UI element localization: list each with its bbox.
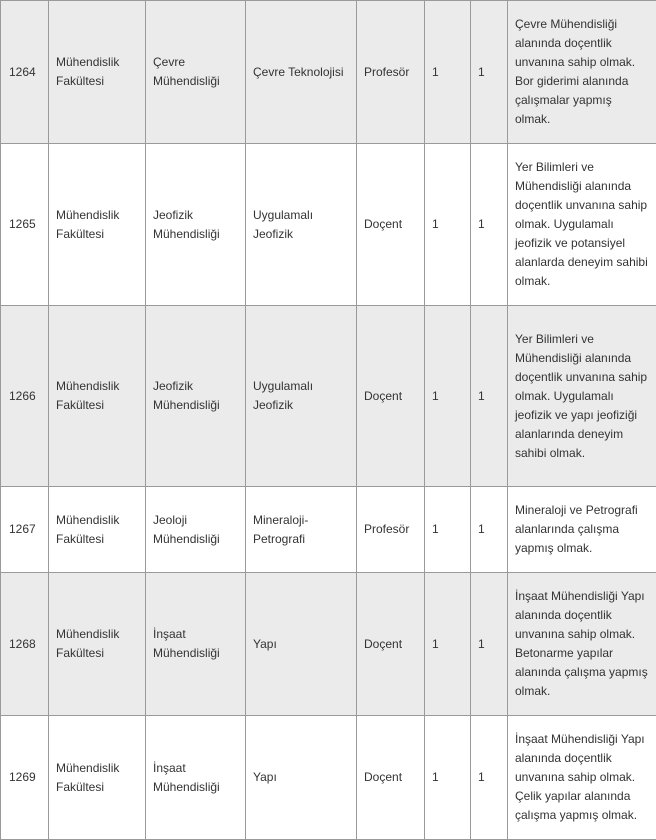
cell-title: Doçent — [357, 144, 425, 306]
cell-requirement: İnşaat Mühendisliği Yapı alanında doçentlik unvanına sahip olmak. Betonarme yapılar alanında çalışma yapmış olmak. — [508, 573, 656, 716]
cell-id: 1265 — [1, 144, 49, 306]
cell-department: Jeofizik Mühendisliği — [146, 306, 246, 487]
cell-field: Mineraloji-Petrografi — [246, 487, 357, 573]
cell-department: İnşaat Mühendisliği — [146, 573, 246, 716]
cell-faculty: Mühendislik Fakültesi — [49, 144, 146, 306]
cell-department: Jeofizik Mühendisliği — [146, 144, 246, 306]
cell-field: Yapı — [246, 573, 357, 716]
cell-title: Profesör — [357, 1, 425, 144]
cell-faculty: Mühendislik Fakültesi — [49, 306, 146, 487]
cell-department: Jeoloji Mühendisliği — [146, 487, 246, 573]
cell-count-a: 1 — [425, 573, 471, 716]
cell-title: Doçent — [357, 573, 425, 716]
cell-id: 1267 — [1, 487, 49, 573]
cell-faculty: Mühendislik Fakültesi — [49, 1, 146, 144]
cell-requirement: İnşaat Mühendisliği Yapı alanında doçentlik unvanına sahip olmak. Çelik yapılar alanında çalışma yapmış olmak. — [508, 716, 656, 840]
cell-count-b: 1 — [471, 573, 508, 716]
cell-id: 1264 — [1, 1, 49, 144]
cell-count-b: 1 — [471, 716, 508, 840]
cell-count-a: 1 — [425, 144, 471, 306]
cell-field: Çevre Teknolojisi — [246, 1, 357, 144]
cell-id: 1269 — [1, 716, 49, 840]
cell-requirement: Yer Bilimleri ve Mühendisliği alanında doçentlik unvanına sahip olmak. Uygulamalı jeofizik ve yapı jeofiziği alanlarında deneyim sahibi olmak. — [508, 306, 656, 487]
cell-faculty: Mühendislik Fakültesi — [49, 573, 146, 716]
cell-requirement: Çevre Mühendisliği alanında doçentlik unvanına sahip olmak. Bor giderimi alanında çalışmalar yapmış olmak. — [508, 1, 656, 144]
cell-id: 1268 — [1, 573, 49, 716]
cell-count-b: 1 — [471, 487, 508, 573]
cell-requirement: Yer Bilimleri ve Mühendisliği alanında doçentlik unvanına sahip olmak. Uygulamalı jeofizik ve potansiyel alanlarda deneyim sahibi olmak. — [508, 144, 656, 306]
table-row — [1, 144, 656, 306]
cell-id: 1266 — [1, 306, 49, 487]
cell-title: Profesör — [357, 487, 425, 573]
table-row — [1, 1, 656, 144]
cell-count-a: 1 — [425, 306, 471, 487]
cell-requirement: Mineraloji ve Petrografi alanlarında çalışma yapmış olmak. — [508, 487, 656, 573]
cell-title: Doçent — [357, 306, 425, 487]
table-row — [1, 487, 656, 573]
cell-field: Yapı — [246, 716, 357, 840]
cell-faculty: Mühendislik Fakültesi — [49, 716, 146, 840]
cell-department: İnşaat Mühendisliği — [146, 716, 246, 840]
cell-count-b: 1 — [471, 1, 508, 144]
table-row — [1, 306, 656, 487]
cell-count-a: 1 — [425, 716, 471, 840]
cell-count-a: 1 — [425, 487, 471, 573]
cell-faculty: Mühendislik Fakültesi — [49, 487, 146, 573]
cell-title: Doçent — [357, 716, 425, 840]
cell-count-b: 1 — [471, 306, 508, 487]
table-row — [1, 573, 656, 716]
cell-field: Uygulamalı Jeofizik — [246, 306, 357, 487]
cell-department: Çevre Mühendisliği — [146, 1, 246, 144]
table-row — [1, 716, 656, 840]
cell-count-b: 1 — [471, 144, 508, 306]
cell-count-a: 1 — [425, 1, 471, 144]
cell-field: Uygulamalı Jeofizik — [246, 144, 357, 306]
